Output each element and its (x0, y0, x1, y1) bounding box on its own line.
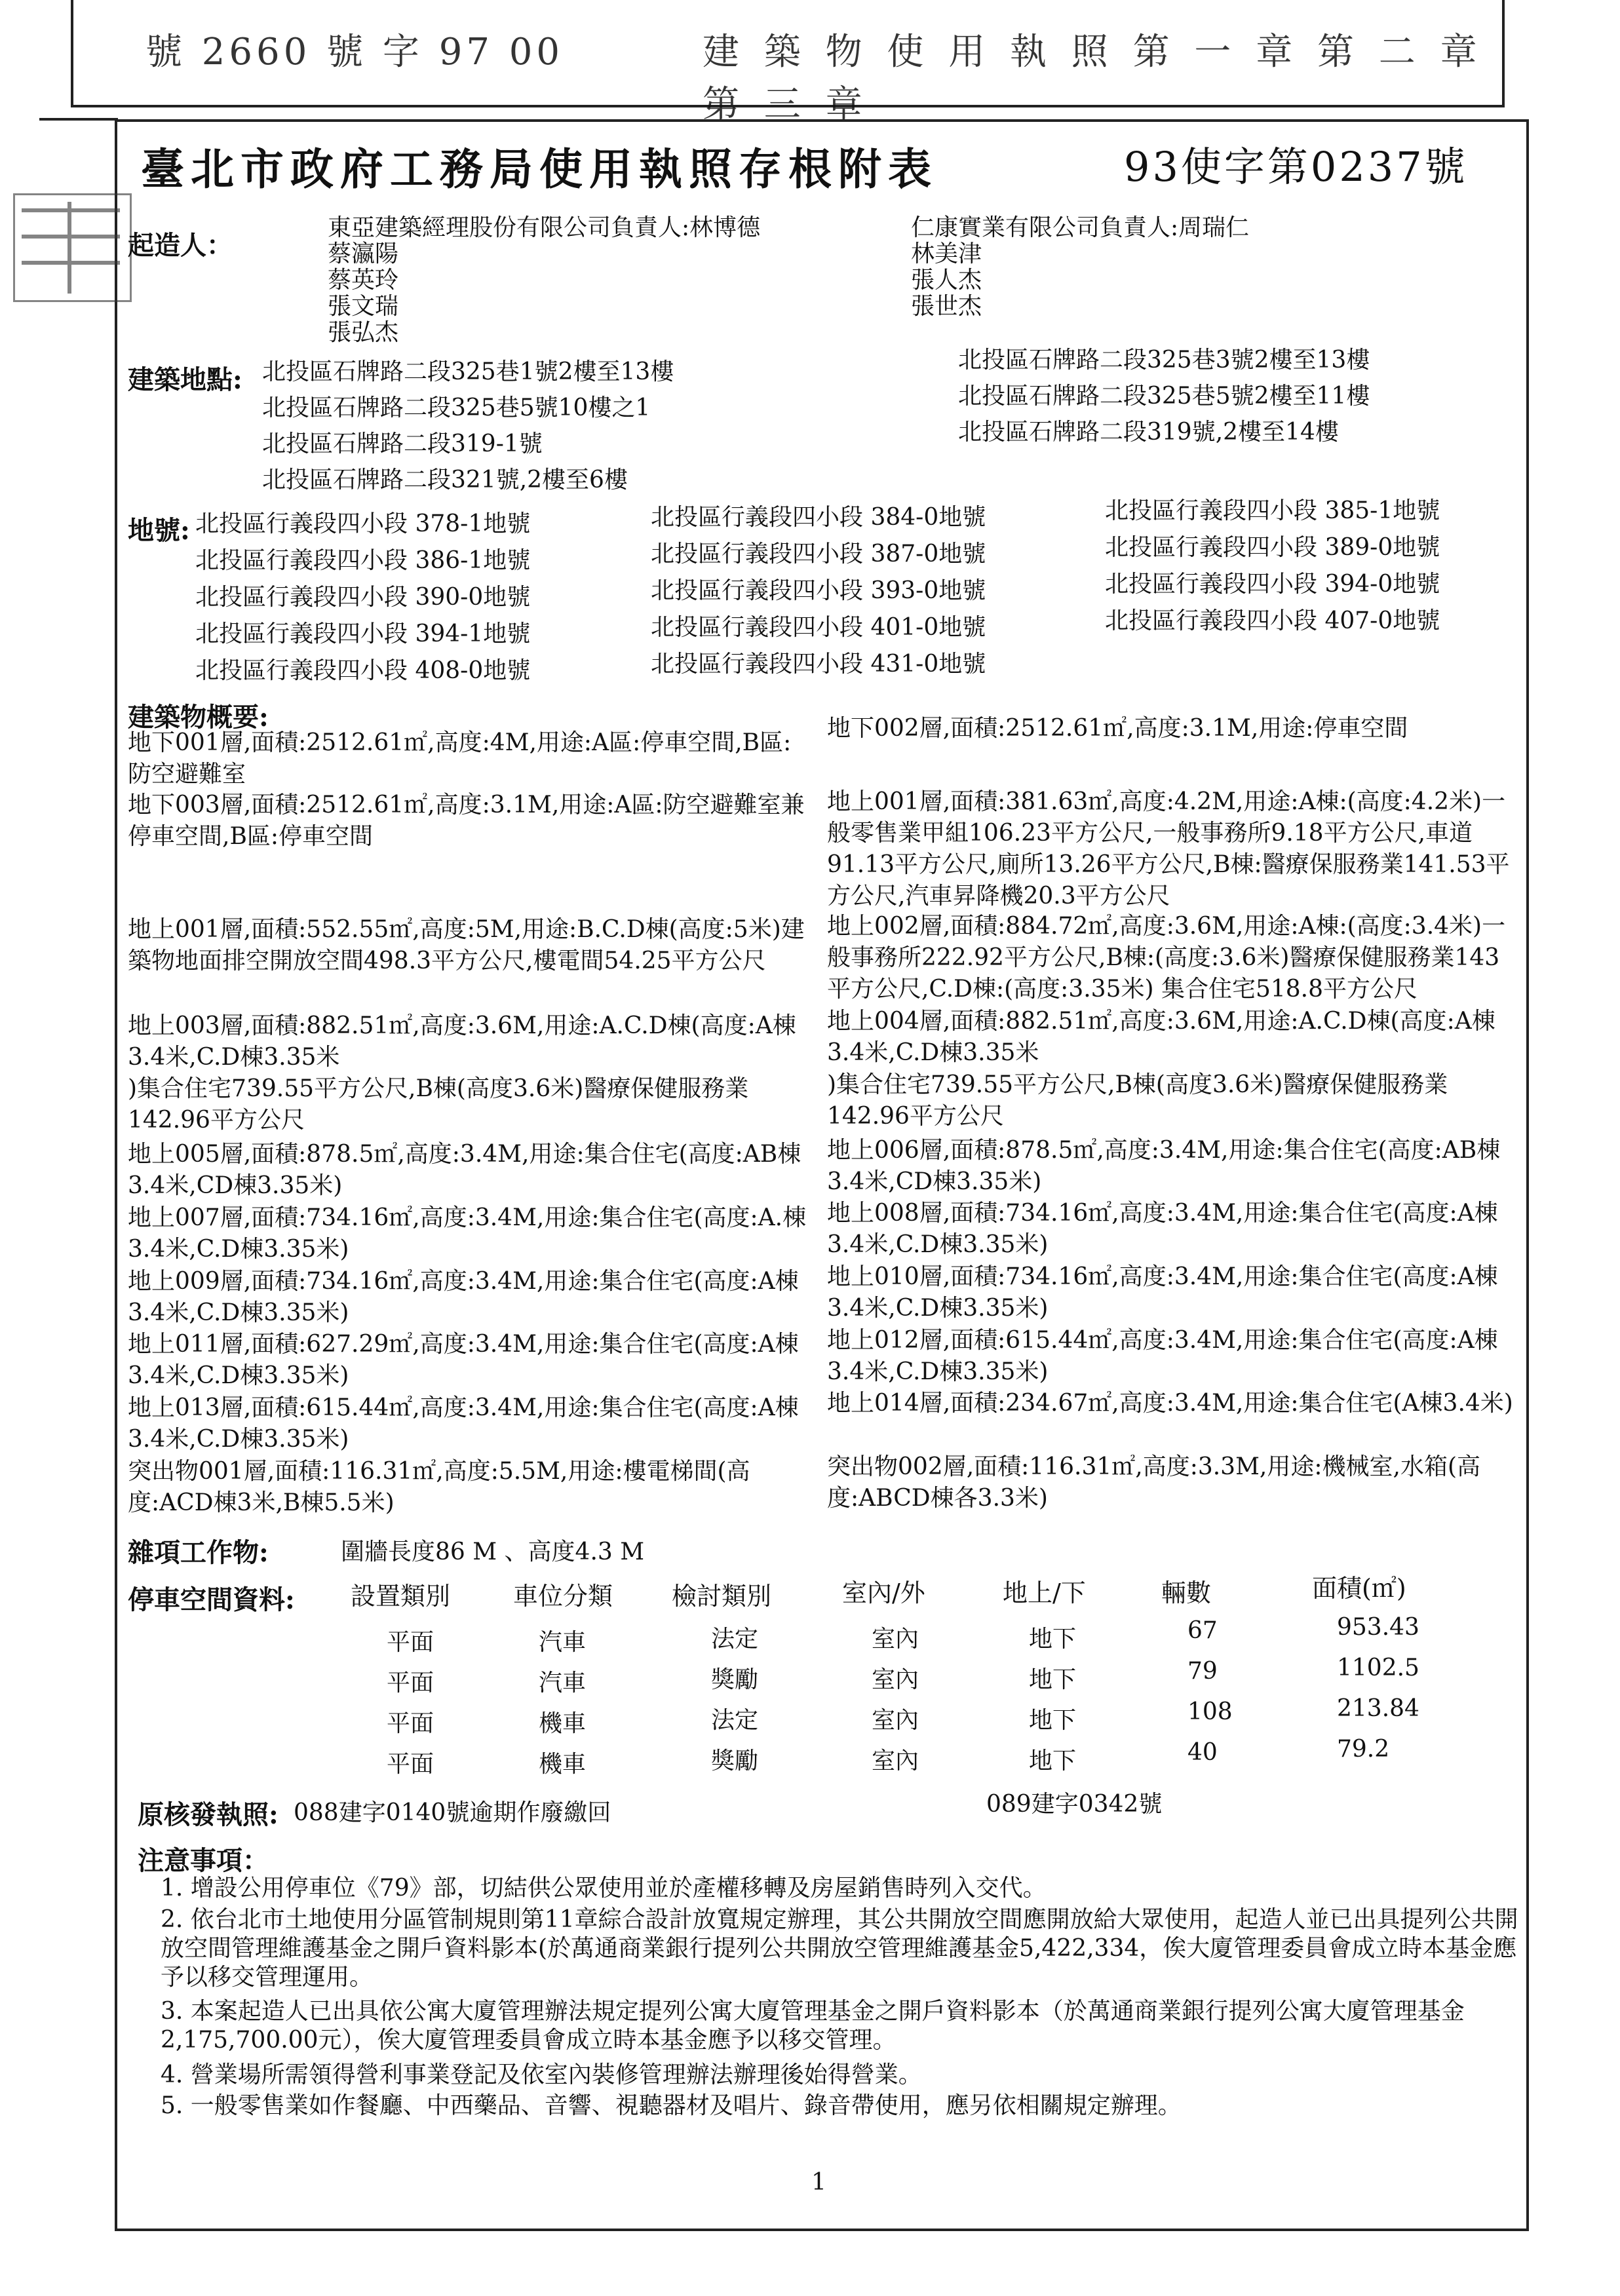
overview-left-b1: 地下001層,面積:2512.61㎡,高度:4M,用途:A區:停車空間,B區:防空避難室 (128, 729, 792, 788)
overview-left-b3: 地下003層,面積:2512.61㎡,高度:3.1M,用途:A區:防空避難室兼停車空間,B區:停車空間 (128, 792, 805, 850)
parking-cell: 汽車 (539, 1629, 587, 1656)
lot-number: 北投區行義段四小段 384-0地號 (651, 504, 986, 531)
notes-label: 注意事項： (138, 1845, 269, 1876)
parking-cell: 1102.5 (1337, 1655, 1419, 1681)
overview-right-p2: 突出物002層,面積:116.31㎡,高度:3.3M,用途:機械室,水箱(高度:ABCD棟各3.3米) (827, 1453, 1480, 1512)
lot-number: 北投區行義段四小段 386-1地號 (195, 547, 531, 574)
builder-right-list (911, 215, 1249, 320)
parking-cell: 機車 (539, 1710, 587, 1737)
site-address: 北投區石牌路二段325巷3號2樓至13樓 (958, 347, 1370, 373)
builder-name: 仁康實業有限公司負責人:周瑞仁 (911, 214, 1250, 241)
builder-name: 蔡英玲 (328, 267, 399, 294)
misc-value: 圍牆長度86 M 、高度4.3 M (341, 1539, 645, 1565)
overview-label: 建築物概要: (128, 702, 269, 733)
parking-cell: 室內 (872, 1626, 919, 1653)
overview-right-f1: 地上001層,面積:381.63㎡,高度:4.2M,用途:A棟:(高度:4.2米)一般零售業甲組106.23平方公尺,一般事務所9.18平方公尺,車道91.13平方公尺,廁所13.26平方公尺,B棟:醫療保服務業141.53平方公尺,汽車昇降機20.3平方公尺 (827, 788, 1510, 909)
lot-number: 北投區行義段四小段 431-0地號 (651, 651, 986, 678)
parking-header: 檢討類別 (672, 1582, 772, 1611)
builder-label: 起造人： (128, 230, 233, 261)
parking-cell: 平面 (387, 1751, 434, 1778)
overview-right-f8: 地上008層,面積:734.16㎡,高度:3.4M,用途:集合住宅(高度:A棟3.4米,C.D棟3.35米) (827, 1200, 1498, 1258)
parking-header: 輛數 (1161, 1578, 1212, 1607)
page-number: 1 (811, 2169, 826, 2196)
builder-name: 張文瑞 (328, 293, 399, 320)
builder-name: 張人杰 (911, 267, 982, 294)
lot-number: 北投區行義段四小段 407-0地號 (1105, 607, 1440, 634)
overview-left-f7: 地上007層,面積:734.16㎡,高度:3.4M,用途:集合住宅(高度:A.棟3.4米,C.D棟3.35米) (128, 1204, 807, 1263)
parking-cell: 953.43 (1337, 1614, 1419, 1641)
lot-col1 (195, 506, 530, 689)
strip-left-text: 號 2660 號 字 97 00 (145, 31, 564, 73)
parking-cell: 機車 (539, 1751, 587, 1778)
original-license-value-2: 089建字0342號 (986, 1791, 1163, 1818)
site-address: 北投區石牌路二段319號,2樓至14樓 (958, 419, 1339, 446)
lot-number: 北投區行義段四小段 394-0地號 (1105, 571, 1440, 598)
parking-header: 車位分類 (513, 1582, 613, 1611)
site-address: 北投區石牌路二段319-1號 (262, 430, 543, 457)
parking-cell: 平面 (387, 1629, 434, 1656)
overview-left-p1: 突出物001層,面積:116.31㎡,高度:5.5M,用途:樓電梯間(高度:ACD棟3米,B棟5.5米) (128, 1458, 750, 1516)
site-address: 北投區石牌路二段325巷5號10樓之1 (262, 394, 651, 421)
site-address: 北投區石牌路二段325巷5號2樓至11樓 (958, 383, 1370, 410)
left-rule (39, 118, 118, 121)
parking-cell: 法定 (711, 1626, 759, 1653)
parking-header: 室內/外 (842, 1578, 925, 1607)
parking-cell: 地下 (1029, 1707, 1077, 1734)
builder-name: 張世杰 (911, 293, 982, 320)
document-number: 93使字第0237號 (1124, 143, 1468, 191)
lot-number: 北投區行義段四小段 390-0地號 (195, 584, 531, 611)
parking-cell: 67 (1187, 1617, 1218, 1644)
overview-right-f4: 地上004層,面積:882.51㎡,高度:3.6M,用途:A.C.D棟(高度:A棟3.4米,C.D棟3.35米 (827, 1008, 1495, 1066)
overview-right-b2: 地下002層,面積:2512.61㎡,高度:3.1M,用途:停車空間 (827, 715, 1408, 742)
parking-cell: 地下 (1029, 1626, 1077, 1653)
builder-name: 林美津 (911, 240, 982, 267)
overview-right-f6: 地上006層,面積:878.5㎡,高度:3.4M,用途:集合住宅(高度:AB棟3.4米,CD棟3.35米) (827, 1137, 1501, 1195)
parking-header: 地上/下 (1003, 1578, 1086, 1607)
overview-left-f3b: )集合住宅739.55平方公尺,B棟(高度3.6米)醫療保健服務業142.96平方公尺 (128, 1075, 749, 1134)
overview-right-f12: 地上012層,面積:615.44㎡,高度:3.4M,用途:集合住宅(高度:A棟3.4米,C.D棟3.35米) (827, 1327, 1498, 1385)
parking-cell: 法定 (711, 1707, 759, 1734)
lot-number: 北投區行義段四小段 378-1地號 (195, 510, 531, 537)
parking-label: 停車空間資料: (128, 1584, 295, 1615)
builder-left-list (328, 215, 760, 346)
original-license-value: 088建字0140號逾期作廢繳回 (294, 1799, 611, 1826)
parking-cell: 獎勵 (711, 1666, 759, 1693)
seal-stamp-icon (13, 193, 132, 302)
parking-cell: 地下 (1029, 1666, 1077, 1693)
parking-cell: 獎勵 (711, 1748, 759, 1774)
parking-cell: 室內 (872, 1666, 919, 1693)
parking-cell: 213.84 (1337, 1695, 1419, 1722)
lot-number: 北投區行義段四小段 385-1地號 (1105, 497, 1440, 524)
site-address: 北投區石牌路二段325巷1號2樓至13樓 (262, 358, 674, 385)
site-left-list (262, 354, 674, 498)
parking-cell: 地下 (1029, 1748, 1077, 1774)
note-item: 1. 增設公用停車位《79》部，切結供公眾使用並於產權移轉及房屋銷售時列入交代。 (161, 1875, 1047, 1902)
lot-number: 北投區行義段四小段 393-0地號 (651, 577, 986, 604)
lot-number: 北投區行義段四小段 408-0地號 (195, 657, 531, 684)
note-item: 2. 依台北市土地使用分區管制規則第11章綜合設計放寬規定辦理，其公共開放空間應開放給大眾使用，起造人並已出具提列公共開放空間管理維護基金之開戶資料影本(於萬通商業銀行提列公共開放空管理維護基金5,422,334，俟大廈管理委員會成立時本基金應予以移交管理運用。 (161, 1906, 1518, 1991)
lot-number: 北投區行義段四小段 387-0地號 (651, 541, 986, 567)
lot-number: 北投區行義段四小段 401-0地號 (651, 614, 986, 641)
parking-header: 面積(㎡) (1312, 1574, 1406, 1603)
note-item: 5. 一般零售業如作餐廳、中西藥品、音響、視聽器材及唱片、錄音帶使用，應另依相關規定辦理。 (161, 2092, 1182, 2119)
parking-cell: 108 (1187, 1698, 1233, 1725)
overview-left-f5: 地上005層,面積:878.5㎡,高度:3.4M,用途:集合住宅(高度:AB棟3.4米,CD棟3.35米) (128, 1141, 801, 1199)
overview-left-f1: 地上001層,面積:552.55㎡,高度:5M,用途:B.C.D棟(高度:5米)建築物地面排空開放空間498.3平方公尺,樓電間54.25平方公尺 (128, 916, 805, 974)
overview-left-f9: 地上009層,面積:734.16㎡,高度:3.4M,用途:集合住宅(高度:A棟3.4米,C.D棟3.35米) (128, 1268, 799, 1326)
parking-cell: 室內 (872, 1707, 919, 1734)
builder-name: 張弘杰 (328, 319, 399, 346)
parking-cell: 汽車 (539, 1670, 587, 1696)
lot-number: 北投區行義段四小段 389-0地號 (1105, 534, 1440, 561)
overview-right-f4b: )集合住宅739.55平方公尺,B棟(高度3.6米)醫療保健服務業142.96平方公尺 (827, 1071, 1448, 1130)
parking-cell: 40 (1187, 1739, 1218, 1766)
parking-cell: 平面 (387, 1710, 434, 1737)
lot-col3 (1105, 493, 1440, 640)
parking-cell: 79 (1187, 1658, 1218, 1685)
overview-left-f11: 地上011層,面積:627.29㎡,高度:3.4M,用途:集合住宅(高度:A棟3.4米,C.D棟3.35米) (128, 1331, 799, 1389)
note-item: 3. 本案起造人已出具依公寓大廈管理辦法規定提列公寓大廈管理基金之開戶資料影本（於萬通商業銀行提列公寓大廈管理基金2,175,700.00元），俟大廈管理委員會成立時本基金應予以移交管理。 (161, 1998, 1465, 2054)
parking-header: 設置類別 (351, 1582, 451, 1611)
overview-right-f14: 地上014層,面積:234.67㎡,高度:3.4M,用途:集合住宅(A棟3.4米) (827, 1390, 1513, 1417)
misc-label: 雜項工作物: (128, 1537, 269, 1568)
site-right-list (958, 342, 1370, 450)
parking-cell: 平面 (387, 1670, 434, 1696)
builder-name: 東亞建築經理股份有限公司負責人:林博德 (328, 214, 761, 241)
lot-label: 地號: (128, 515, 190, 546)
document-title: 臺北市政府工務局使用執照存根附表 (141, 144, 938, 195)
overview-right-f10: 地上010層,面積:734.16㎡,高度:3.4M,用途:集合住宅(高度:A棟3.4米,C.D棟3.35米) (827, 1263, 1498, 1322)
parking-cell: 79.2 (1337, 1736, 1390, 1763)
note-item: 4. 營業場所需領得營利事業登記及依室內裝修管理辦法辦理後始得營業。 (161, 2061, 922, 2088)
top-header-strip (71, 0, 1505, 126)
site-label: 建築地點: (128, 364, 242, 395)
lot-col2 (651, 499, 986, 683)
lot-number: 北投區行義段四小段 394-1地號 (195, 621, 531, 647)
site-address: 北投區石牌路二段321號,2樓至6樓 (262, 467, 628, 493)
builder-name: 蔡瀛陽 (328, 240, 399, 267)
overview-right-f2: 地上002層,面積:884.72㎡,高度:3.6M,用途:A棟:(高度:3.4米)一般事務所222.92平方公尺,B棟:(高度:3.6米)醫療保健服務業143平方公尺,C.D棟:(高度:3.35米) 集合住宅518.8平方公尺 (827, 913, 1506, 1003)
parking-cell: 室內 (872, 1748, 919, 1774)
overview-left-f3: 地上003層,面積:882.51㎡,高度:3.6M,用途:A.C.D棟(高度:A棟3.4米,C.D棟3.35米 (128, 1012, 796, 1071)
original-license-label: 原核發執照: (138, 1799, 279, 1830)
overview-left-f13: 地上013層,面積:615.44㎡,高度:3.4M,用途:集合住宅(高度:A棟3.4米,C.D棟3.35米) (128, 1394, 799, 1453)
strip-right-text: 建 築 物 使 用 執 照 第 一 章 第 二 章 第 三 章 (703, 31, 1484, 126)
